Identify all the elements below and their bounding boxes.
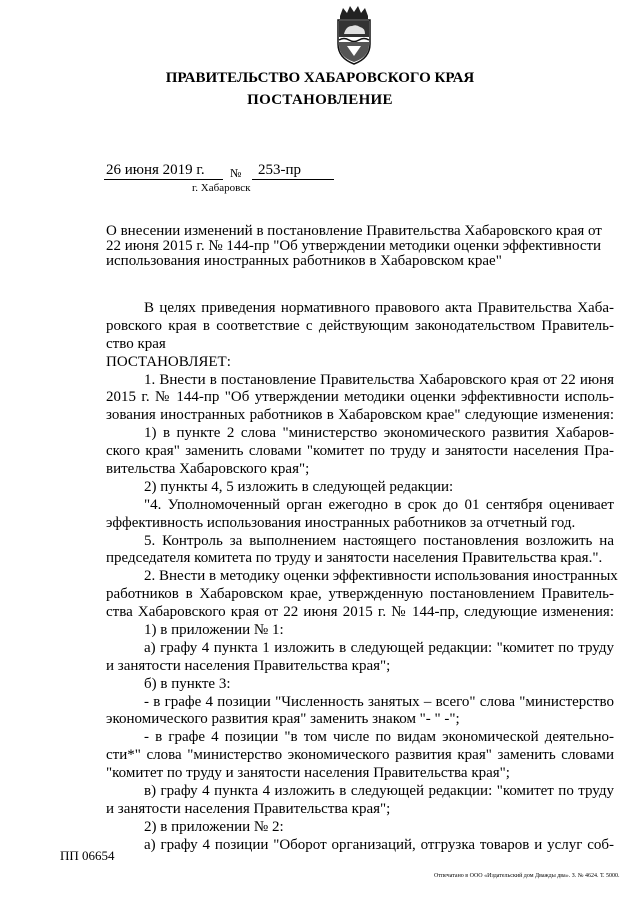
body-line: В целях приведения нормативного правового акта Правительства Хаба- (144, 300, 614, 316)
body-line: 1) в пункте 2 слова "министерство экономического развития Хабаров- (144, 425, 614, 442)
body-line: ство края (106, 335, 166, 352)
date-underline (104, 179, 223, 180)
khabarovsk-krai-coat-of-arms-icon (330, 4, 378, 66)
document-type-title: ПОСТАНОВЛЕНИЕ (247, 92, 393, 108)
body-line: - в графе 4 позиции "Численность занятых – всего" слова "министерство (144, 693, 614, 710)
body-line: 1) в приложении № 1: (144, 622, 284, 639)
document-body (106, 300, 618, 855)
body-line: - в графе 4 позиции "в том числе по видам экономической деятельно- (144, 729, 614, 746)
body-line: эффективность использования иностранных работников за отчетный год. (106, 514, 576, 531)
body-line: сти*" слова "министерство экономического развития края" заменить словами (106, 747, 614, 764)
body-line: 2) в приложении № 2: (144, 818, 284, 835)
body-line: зования иностранных работников в Хабаровском крае" следующие изменения: (106, 407, 614, 424)
document-city: г. Хабаровск (192, 182, 251, 194)
number-underline (252, 179, 334, 180)
document-subject (106, 224, 614, 269)
number-label: № (230, 166, 242, 180)
organization-title: ПРАВИТЕЛЬСТВО ХАБАРОВСКОГО КРАЯ (165, 70, 475, 86)
subject-line: О внесении изменений в постановление Правительства Хабаровского края от (106, 223, 602, 239)
body-line: б) в пункте 3: (144, 675, 231, 692)
subject-line: использования иностранных работников в Хабаровском крае" (106, 253, 502, 269)
body-line: и занятости населения Правительства края"; (106, 657, 391, 674)
subject-line: 22 июня 2015 г. № 144-пр "Об утверждении методики оценки эффективности (106, 238, 602, 254)
body-line: вительства Хабаровского края"; (106, 461, 310, 478)
body-line: ПОСТАНОВЛЯЕТ: (106, 353, 231, 370)
document-code: ПП 06654 (60, 848, 115, 863)
body-line: работников в Хабаровском крае, утвержденную постановлением Правитель- (106, 586, 614, 603)
body-line: "комитет по труду и занятости населения Правительства края"; (106, 765, 510, 782)
body-line: председателя комитета по труду и занятости населения Правительства края.". (106, 550, 603, 567)
body-line: ства Хабаровского края от 22 июня 2015 г. № 144-пр, следующие изменения: (106, 604, 614, 621)
body-line: "4. Уполномоченный орган ежегодно в срок до 01 сентября оценивает (144, 496, 614, 513)
body-line: 2) пункты 4, 5 изложить в следующей редакции: (144, 478, 454, 495)
body-line: 1. Внести в постановление Правительства Хабаровского края от 22 июня (144, 371, 614, 388)
body-line: экономического развития края" заменить знаком "- " -"; (106, 711, 460, 728)
body-line: 5. Контроль за выполнением настоящего постановления возложить на (144, 532, 614, 549)
printer-imprint: Отпечатано в ООО «Издательский дом Дважды два». З. № 4624. Т. 5000. (434, 873, 620, 879)
body-line: 2. Внести в методику оценки эффективности использования иностранных (144, 568, 618, 585)
body-line: 2015 г. № 144-пр "Об утверждении методики оценки эффективности исполь- (106, 389, 614, 406)
body-line: ского края" заменить словами "комитет по труду и занятости населения Пра- (106, 443, 614, 460)
body-line: в) графу 4 пункта 4 изложить в следующей редакции: "комитет по труду (144, 783, 614, 800)
document-number: 253-пр (258, 162, 302, 178)
body-line: а) графу 4 пункта 1 изложить в следующей редакции: "комитет по труду (144, 639, 614, 656)
body-line: ровского края в соответствие с действующим законодательством Правитель- (106, 317, 614, 334)
body-line: и занятости населения Правительства края"; (106, 800, 391, 817)
document-date: 26 июня 2019 г. (106, 162, 205, 178)
body-line: а) графу 4 позиции "Оборот организаций, отгрузка товаров и услуг соб- (144, 836, 614, 853)
